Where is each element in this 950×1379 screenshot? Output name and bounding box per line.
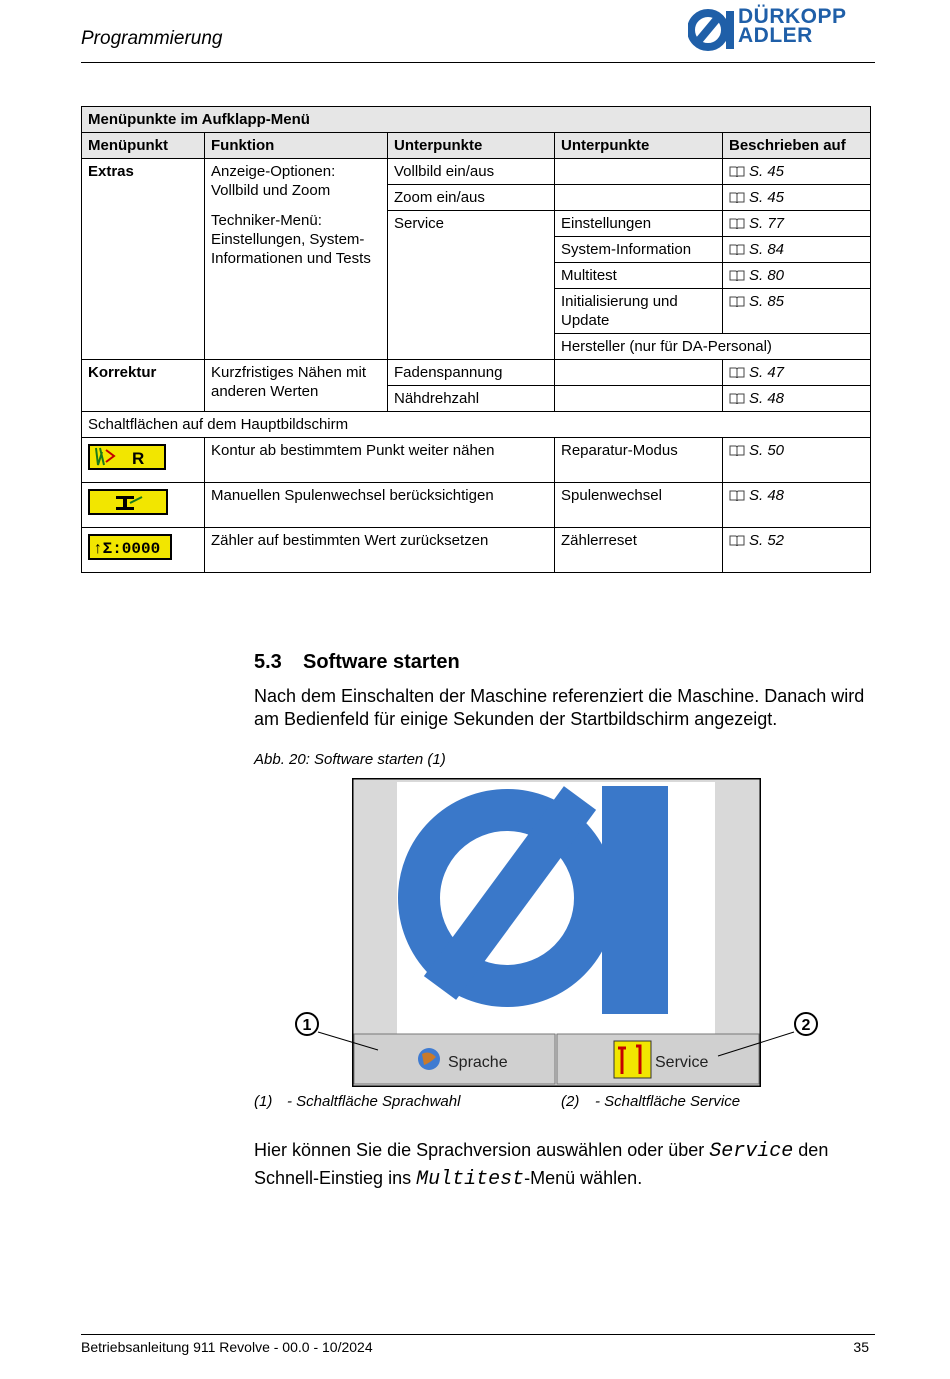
- logo-wordmark: DÜRKOPP ADLER: [738, 5, 847, 47]
- subitem: System-Information: [555, 237, 723, 263]
- language-button-label: Sprache: [448, 1054, 508, 1071]
- subitem: Zählerreset: [555, 528, 723, 573]
- page-ref-text: S. 48: [749, 487, 785, 504]
- callout-1-label: 1: [302, 1017, 312, 1034]
- page-ref-text: S. 85: [749, 293, 785, 310]
- figure-caption: Abb. 20: Software starten (1): [254, 751, 446, 768]
- page-ref-text: S. 48: [749, 390, 785, 407]
- subitem: Vollbild ein/aus: [388, 159, 555, 185]
- col-header: Unterpunkte: [555, 133, 723, 159]
- subitem: Initialisierung und Update: [555, 289, 723, 334]
- outro-paragraph: [254, 1137, 894, 1193]
- menu-item-extras: Extras: [82, 159, 205, 360]
- page-ref-text: S. 84: [749, 241, 785, 258]
- col-header: Funktion: [205, 133, 388, 159]
- page-ref-text: S. 45: [749, 163, 785, 180]
- col-header: Beschrieben auf: [723, 133, 871, 159]
- intro-paragraph: Nach dem Einschalten der Maschine referenziert die Maschine. Danach wird am Bedienfeld für einige Sekunden der Startbildschirm angezeigt.: [254, 686, 865, 729]
- buttons-section-title: Schaltflächen auf dem Hauptbildschirm: [82, 412, 871, 438]
- subitem: Fadenspannung: [388, 360, 555, 386]
- subitem: Reparatur-Modus: [555, 438, 723, 483]
- subitem: Nähdrehzahl: [388, 386, 555, 412]
- legend-1-number: (1): [254, 1093, 273, 1110]
- callout-line-2: [718, 1032, 794, 1056]
- page-header-title: Programmierung: [81, 28, 223, 49]
- page-ref-text: S. 50: [749, 442, 785, 459]
- service-button-label: Service: [655, 1054, 709, 1071]
- subitem: Multitest: [555, 263, 723, 289]
- footer-document-info: Betriebsanleitung 911 Revolve - 00.0 - 10/2024: [81, 1339, 373, 1355]
- subitem: Einstellungen: [555, 211, 723, 237]
- page-number: 35: [853, 1339, 869, 1355]
- page-ref-text: S. 77: [749, 215, 785, 232]
- button-function: Manuellen Spulenwechsel berücksichtigen: [205, 483, 555, 528]
- code-multitest: Multitest: [416, 1168, 525, 1191]
- svg-text:R: R: [132, 449, 145, 468]
- legend-2-text: - Schaltfläche Service: [595, 1093, 741, 1110]
- section-number: 5.3: [254, 651, 282, 673]
- footer-rule: [81, 1334, 875, 1335]
- function-display-options: Anzeige-Optionen: Vollbild und Zoom: [205, 159, 388, 211]
- table-title: Menüpunkte im Aufklapp-Menü: [82, 107, 871, 133]
- col-header: Unterpunkte: [388, 133, 555, 159]
- page-ref-text: S. 47: [749, 364, 785, 381]
- outro-text: -Menü wählen.: [524, 1168, 643, 1188]
- menu-item-korrektur: Korrektur: [82, 360, 205, 412]
- legend-2-number: (2): [561, 1093, 580, 1110]
- button-function: Kontur ab bestimmtem Punkt weiter nähen: [205, 438, 555, 483]
- function-technician-menu: Techniker-Menü: Einstellungen, System-Informationen und Tests: [205, 211, 388, 360]
- subitem: Hersteller (nur für DA-Personal): [555, 334, 871, 360]
- section-title: Software starten: [303, 651, 460, 673]
- col-header: Menüpunkt: [82, 133, 205, 159]
- page-ref-text: S. 45: [749, 189, 785, 206]
- code-service: Service: [709, 1140, 794, 1163]
- page-ref-text: S. 52: [749, 532, 785, 549]
- callout-line-1: [318, 1032, 378, 1050]
- button-function: Zähler auf bestimmten Wert zurücksetzen: [205, 528, 555, 573]
- subitem: Service: [388, 211, 555, 360]
- function-korrektur: Kurzfristiges Nähen mit anderen Werten: [205, 360, 388, 412]
- counter-reset-text: ↑Σ:0000: [93, 540, 161, 558]
- callout-2-label: 2: [801, 1017, 811, 1034]
- outro-text: Hier können Sie die Sprachversion auswählen oder über: [254, 1140, 710, 1160]
- outro-text: den Schnell-Einstieg ins: [254, 1140, 829, 1188]
- legend-1-text: - Schaltfläche Sprachwahl: [287, 1093, 461, 1110]
- subitem: Spulenwechsel: [555, 483, 723, 528]
- page-ref-text: S. 80: [749, 267, 785, 284]
- subitem: Zoom ein/aus: [388, 185, 555, 211]
